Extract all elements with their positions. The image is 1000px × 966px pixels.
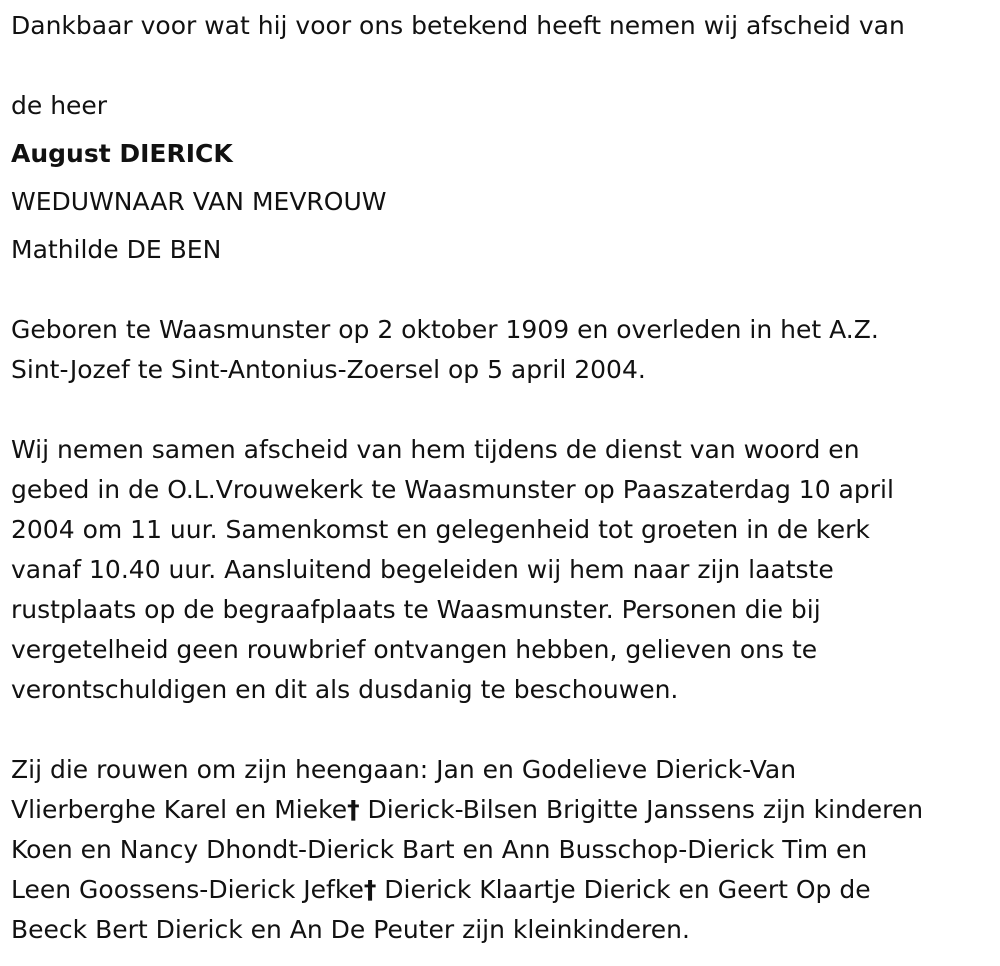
birth-paragraph [11, 310, 991, 390]
service-line: rustplaats op de begraafplaats te Waasmunster. Personen die bij [11, 595, 821, 624]
cross-icon: † [347, 795, 360, 824]
deceased-name: August DIERICK [11, 139, 233, 168]
mourners-line: Zij die rouwen om zijn heengaan: Jan en Godelieve Dierick-Van [11, 755, 797, 784]
spouse-name: Mathilde DE BEN [11, 235, 222, 264]
mourners-text: Dierick Klaartje Dierick en Geert Op de [376, 875, 871, 904]
mourners-line: Koen en Nancy Dhondt-Dierick Bart en Ann Busschop-Dierick Tim en [11, 835, 868, 864]
service-paragraph [11, 430, 991, 710]
birth-line: Sint-Jozef te Sint-Antonius-Zoersel op 5 april 2004. [11, 355, 646, 384]
birth-line: Geboren te Waasmunster op 2 oktober 1909 en overleden in het A.Z. [11, 315, 879, 344]
service-line: Wij nemen samen afscheid van hem tijdens de dienst van woord en [11, 435, 860, 464]
service-line: gebed in de O.L.Vrouwekerk te Waasmunster op Paaszaterdag 10 april [11, 475, 894, 504]
title-prefix: de heer [11, 91, 108, 120]
mourners-text: Vlierberghe Karel en Mieke [11, 795, 348, 824]
service-line: 2004 om 11 uur. Samenkomst en gelegenheid tot groeten in de kerk [11, 515, 870, 544]
mourners-line: Beeck Bert Dierick en An De Peuter zijn kleinkinderen. [11, 915, 690, 944]
intro-text: Dankbaar voor wat hij voor ons betekend heeft nemen wij afscheid van [11, 11, 905, 40]
cross-icon: † [363, 875, 377, 904]
service-line: vergetelheid geen rouwbrief ontvangen hebben, gelieven ons te [11, 635, 818, 664]
mourners-paragraph [11, 750, 991, 950]
mourners-text: Leen Goossens-Dierick Jefke [11, 875, 364, 904]
mourners-line [11, 790, 991, 830]
mourners-line [11, 870, 991, 910]
mourners-text: Dierick-Bilsen Brigitte Janssens zijn kinderen [359, 795, 924, 824]
service-line: verontschuldigen en dit als dusdanig te beschouwen. [11, 675, 679, 704]
service-line: vanaf 10.40 uur. Aansluitend begeleiden wij hem naar zijn laatste [11, 555, 834, 584]
relation-text: WEDUWNAAR VAN MEVROUW [11, 187, 387, 216]
